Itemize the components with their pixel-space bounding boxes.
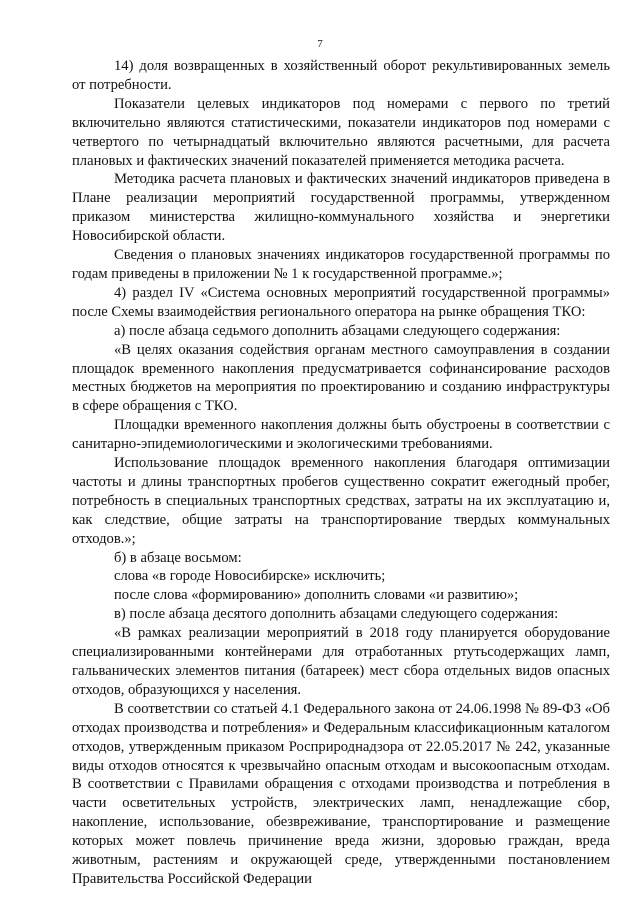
paragraph: а) после абзаца седьмого дополнить абзацами следующего содержания: — [114, 322, 561, 339]
page-number: 7 — [317, 38, 323, 50]
paragraph: после слова «формированию» дополнить словами «и развитию»; — [114, 587, 519, 604]
paragraph: слова «в городе Новосибирске» исключить; — [114, 568, 386, 585]
paragraph: В соответствии со статьей 4.1 Федерального закона от 24.06.1998 № 89-ФЗ «Об отходах производства и потребления» и Федеральным классификационным каталогом отходов, утвержденным приказом Росприроднадзора от 22.05.2017 № 242, указанные виды отходов относятся к чрезвычайно опасным отходам и высокоопасным отходам. В соответствии с Правилами обращения с отходами производства и потребления в части осветительных устройств, электрических ламп, ненадлежащие сбор, накопление, использование, обезвреживание, транспортирование и размещение которых может повлечь причинение вреда жизни, здоровью граждан, вреда животным, растениям и окружающей среде, утвержденными постановлением Правительства Российской Федерации — [72, 700, 610, 887]
paragraph: в) после абзаца десятого дополнить абзацами следующего содержания: — [114, 606, 559, 623]
paragraph: «В рамках реализации мероприятий в 2018 году планируется оборудование специализированными контейнерами для отработанных ртутьсодержащих ламп, гальванических элементов питания (батареек) мест сбора отдельных видов опасных отходов, образующихся у населения. — [72, 625, 610, 698]
paragraph: Использование площадок временного накопления благодаря оптимизации частоты и длины транспортных пробегов существенно сократит ежегодный пробег, потребность в специальных транспортных средствах, затраты на их эксплуатацию и, как следствие, общие затраты на транспортирование твердых коммунальных отходов.»; — [72, 455, 610, 547]
paragraph: Методика расчета плановых и фактических значений индикаторов приведена в Плане реализации мероприятий государственной программы, утвержденном приказом министерства жилищно-коммунального хозяйства и энергетики Новосибирской области. — [72, 171, 610, 245]
paragraph: 4) раздел IV «Система основных мероприятий государственной программы» после Схемы взаимодействия регионального оператора на рынке обращения ТКО: — [72, 284, 610, 320]
paragraph: Площадки временного накопления должны быть обустроены в соответствии с санитарно-эпидемиологическими и экологическими требованиями. — [72, 417, 610, 453]
paragraph: б) в абзаце восьмом: — [114, 549, 242, 566]
document-body — [72, 57, 610, 889]
paragraph: Показатели целевых индикаторов под номерами с первого по третий включительно являются статистическими, показатели индикаторов под номерами с четвертого по четырнадцатый включительно являются расчетными, для расчета плановых и фактических значений показателей применяется методика расчета. — [72, 95, 610, 169]
paragraph: 14) доля возвращенных в хозяйственный оборот рекультивированных земель от потребности. — [72, 58, 610, 93]
paragraph: «В целях оказания содействия органам местного самоуправления в создании площадок временного накопления предусматривается софинансирование расходов местных бюджетов на мероприятия по проектированию и созданию инфраструктуры в сфере обращения с ТКО. — [72, 341, 610, 415]
paragraph: Сведения о плановых значениях индикаторов государственной программы по годам приведены в приложении № 1 к государственной программе.»; — [72, 247, 610, 282]
